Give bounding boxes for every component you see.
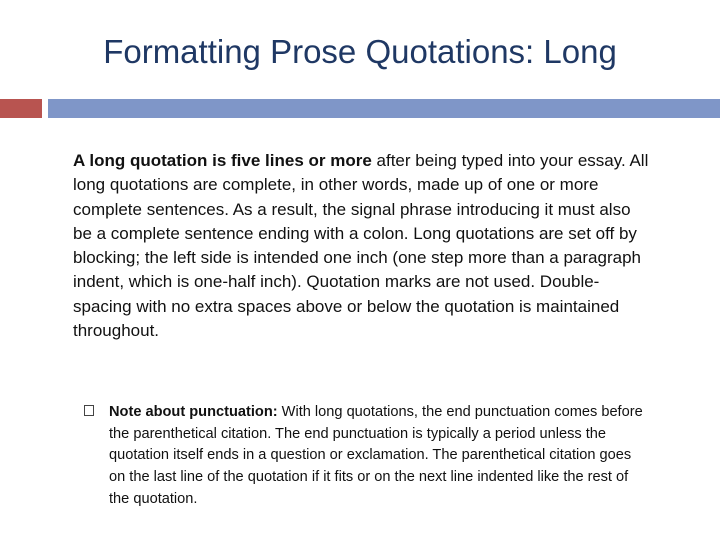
paragraph-text: after being typed into your essay. All long quotations are complete, in other words, made up of one or more complete sentences. As a result, the signal phrase introducing it must also be a complete sentence ending with a colon. Long quotations are set off by blocking; the left side is intended one inch (one step more than a paragraph indent, which is one-half inch). Quotation marks are not used. Double-spacing with no extra spaces above or below the quotation is maintained throughout. bbox=[73, 151, 649, 341]
slide-title: Formatting Prose Quotations: Long bbox=[103, 33, 617, 70]
body-paragraph bbox=[73, 149, 653, 343]
bullet-item bbox=[109, 402, 649, 511]
bullet-lead: Note about punctuation: bbox=[109, 404, 278, 420]
paragraph-lead: A long quotation is five lines or more bbox=[73, 151, 372, 170]
title-rule-accent bbox=[0, 99, 42, 118]
bullet-text: With long quotations, the end punctuation comes before the parenthetical citation. The end punctuation is typically a period unless the quotation itself ends in a question or exclamation. The parenthetical citation goes on the last line of the quotation if it fits or on the next line indented like the rest of the quotation. bbox=[109, 404, 643, 507]
title-rule bbox=[48, 99, 720, 118]
bullet-icon bbox=[84, 405, 94, 416]
